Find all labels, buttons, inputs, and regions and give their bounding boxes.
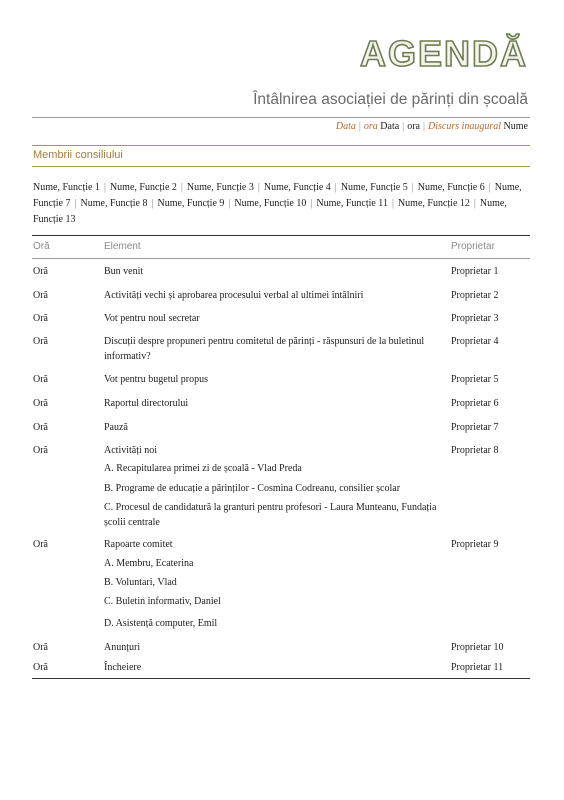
- agenda-row-item: Discuții despre propuneri pentru comitetul de părinți - răspunsuri de la buletinul informativ?: [104, 336, 425, 362]
- section-divider-top: [32, 145, 530, 146]
- member-separator: |: [228, 198, 231, 209]
- member-separator: |: [103, 182, 106, 193]
- member-separator: |: [488, 182, 491, 193]
- agenda-row-item: Bun venit: [104, 266, 144, 277]
- board-member: Nume, Funcție 13: [33, 198, 507, 225]
- agenda-row-item: Pauză: [104, 422, 128, 433]
- agenda-row-item: Rapoarte comitet: [104, 539, 173, 550]
- meta-separator: |: [422, 121, 425, 132]
- agenda-row-time: Oră: [33, 445, 48, 456]
- date-label: Data: [335, 121, 356, 132]
- agenda-row-owner: Proprietar 7: [451, 422, 499, 433]
- agenda-row-item: C. Procesul de candidatură la granturi pentru profesori - Laura Munteanu, Fundația școlii centrale: [104, 502, 437, 528]
- board-members-list: [33, 180, 533, 228]
- agenda-row-item: Vot pentru noul secretar: [104, 313, 200, 324]
- member-separator: |: [310, 198, 313, 209]
- member-separator: |: [257, 182, 260, 193]
- member-separator: |: [391, 198, 394, 209]
- meta-separator: |: [402, 121, 405, 132]
- board-member: Nume, Funcție 12: [397, 198, 470, 209]
- board-member: Nume, Funcție 3: [186, 182, 254, 193]
- board-member: Nume, Funcție 4: [263, 182, 331, 193]
- board-section-title: Membrii consiliului: [33, 149, 123, 161]
- agenda-row-time: Oră: [33, 313, 48, 324]
- agenda-row-owner: Proprietar 6: [451, 398, 499, 409]
- agenda-row-item: C. Buletin informativ, Daniel: [104, 596, 221, 607]
- speaker-label: Discurs inaugural: [427, 121, 502, 132]
- member-separator: |: [411, 182, 414, 193]
- agenda-row-owner: Proprietar 4: [451, 336, 499, 347]
- board-member: Nume, Funcție 8: [80, 198, 148, 209]
- column-header-time: Oră: [33, 241, 50, 252]
- agenda-row-time: Oră: [33, 539, 48, 550]
- board-member: Nume, Funcție 5: [340, 182, 408, 193]
- agenda-row-owner: Proprietar 10: [451, 642, 504, 653]
- board-member: Nume, Funcție 10: [234, 198, 307, 209]
- agenda-row-owner: Proprietar 9: [451, 539, 499, 550]
- agenda-row-owner: Proprietar 11: [451, 662, 504, 673]
- agenda-row-item: D. Asistență computer, Emil: [104, 618, 218, 629]
- table-header-rule: [32, 258, 530, 259]
- agenda-row-time: Oră: [33, 422, 48, 433]
- agenda-row-owner: Proprietar 8: [451, 445, 499, 456]
- agenda-row-owner: Proprietar 1: [451, 266, 499, 277]
- board-member: Nume, Funcție 9: [157, 198, 225, 209]
- time-label: ora: [363, 121, 378, 132]
- date-value: Data: [380, 121, 400, 132]
- agenda-row-time: Oră: [33, 266, 48, 277]
- time-value: ora: [407, 121, 420, 132]
- section-divider-bottom: [32, 166, 530, 167]
- agenda-row-time: Oră: [33, 662, 48, 673]
- agenda-row-time: Oră: [33, 398, 48, 409]
- meeting-meta: [336, 121, 528, 132]
- member-separator: |: [74, 198, 77, 209]
- board-member: Nume, Funcție 6: [417, 182, 485, 193]
- agenda-row-owner: Proprietar 5: [451, 374, 499, 385]
- agenda-row-time: Oră: [33, 290, 48, 301]
- speaker-value: Nume: [503, 121, 528, 132]
- agenda-row-item: Încheiere: [104, 662, 142, 673]
- agenda-row-item: B. Programe de educație a părinților - Cosmina Codreanu, consilier școlar: [104, 483, 401, 494]
- board-member: Nume, Funcție 2: [109, 182, 177, 193]
- agenda-row-item: Anunțuri: [104, 642, 141, 653]
- table-bottom-rule: [32, 678, 530, 679]
- member-separator: |: [151, 198, 154, 209]
- board-member: Nume, Funcție 7: [33, 182, 522, 209]
- agenda-row-item: B. Voluntari, Vlad: [104, 577, 177, 588]
- agenda-title: AGENDĂ: [359, 33, 528, 74]
- member-separator: |: [473, 198, 476, 209]
- column-header-owner: Proprietar: [451, 241, 495, 252]
- agenda-row-owner: Proprietar 3: [451, 313, 499, 324]
- agenda-row-item: Vot pentru bugetul propus: [104, 374, 208, 385]
- member-separator: |: [180, 182, 183, 193]
- board-member: Nume, Funcție 11: [316, 198, 388, 209]
- agenda-row-owner: Proprietar 2: [451, 290, 499, 301]
- agenda-row-item: Raportul directorului: [104, 398, 189, 409]
- table-top-rule: [32, 235, 530, 236]
- agenda-row-item: A. Recapitularea primei zi de școală - Vlad Preda: [104, 463, 302, 474]
- agenda-row-item: Activități noi: [104, 445, 158, 456]
- agenda-row-time: Oră: [33, 642, 48, 653]
- header-divider: [32, 117, 530, 118]
- member-separator: |: [334, 182, 337, 193]
- agenda-row-time: Oră: [33, 374, 48, 385]
- meeting-subtitle: Întâlnirea asociației de părinți din școală: [253, 91, 528, 108]
- agenda-row-time: Oră: [33, 336, 48, 347]
- agenda-row-item: Activități vechi și aprobarea procesului verbal al ultimei întâlniri: [104, 290, 364, 301]
- meta-separator: |: [358, 121, 361, 132]
- agenda-row-item: A. Membru, Ecaterina: [104, 558, 194, 569]
- column-header-item: Element: [104, 241, 141, 252]
- board-member: Nume, Funcție 1: [33, 182, 100, 193]
